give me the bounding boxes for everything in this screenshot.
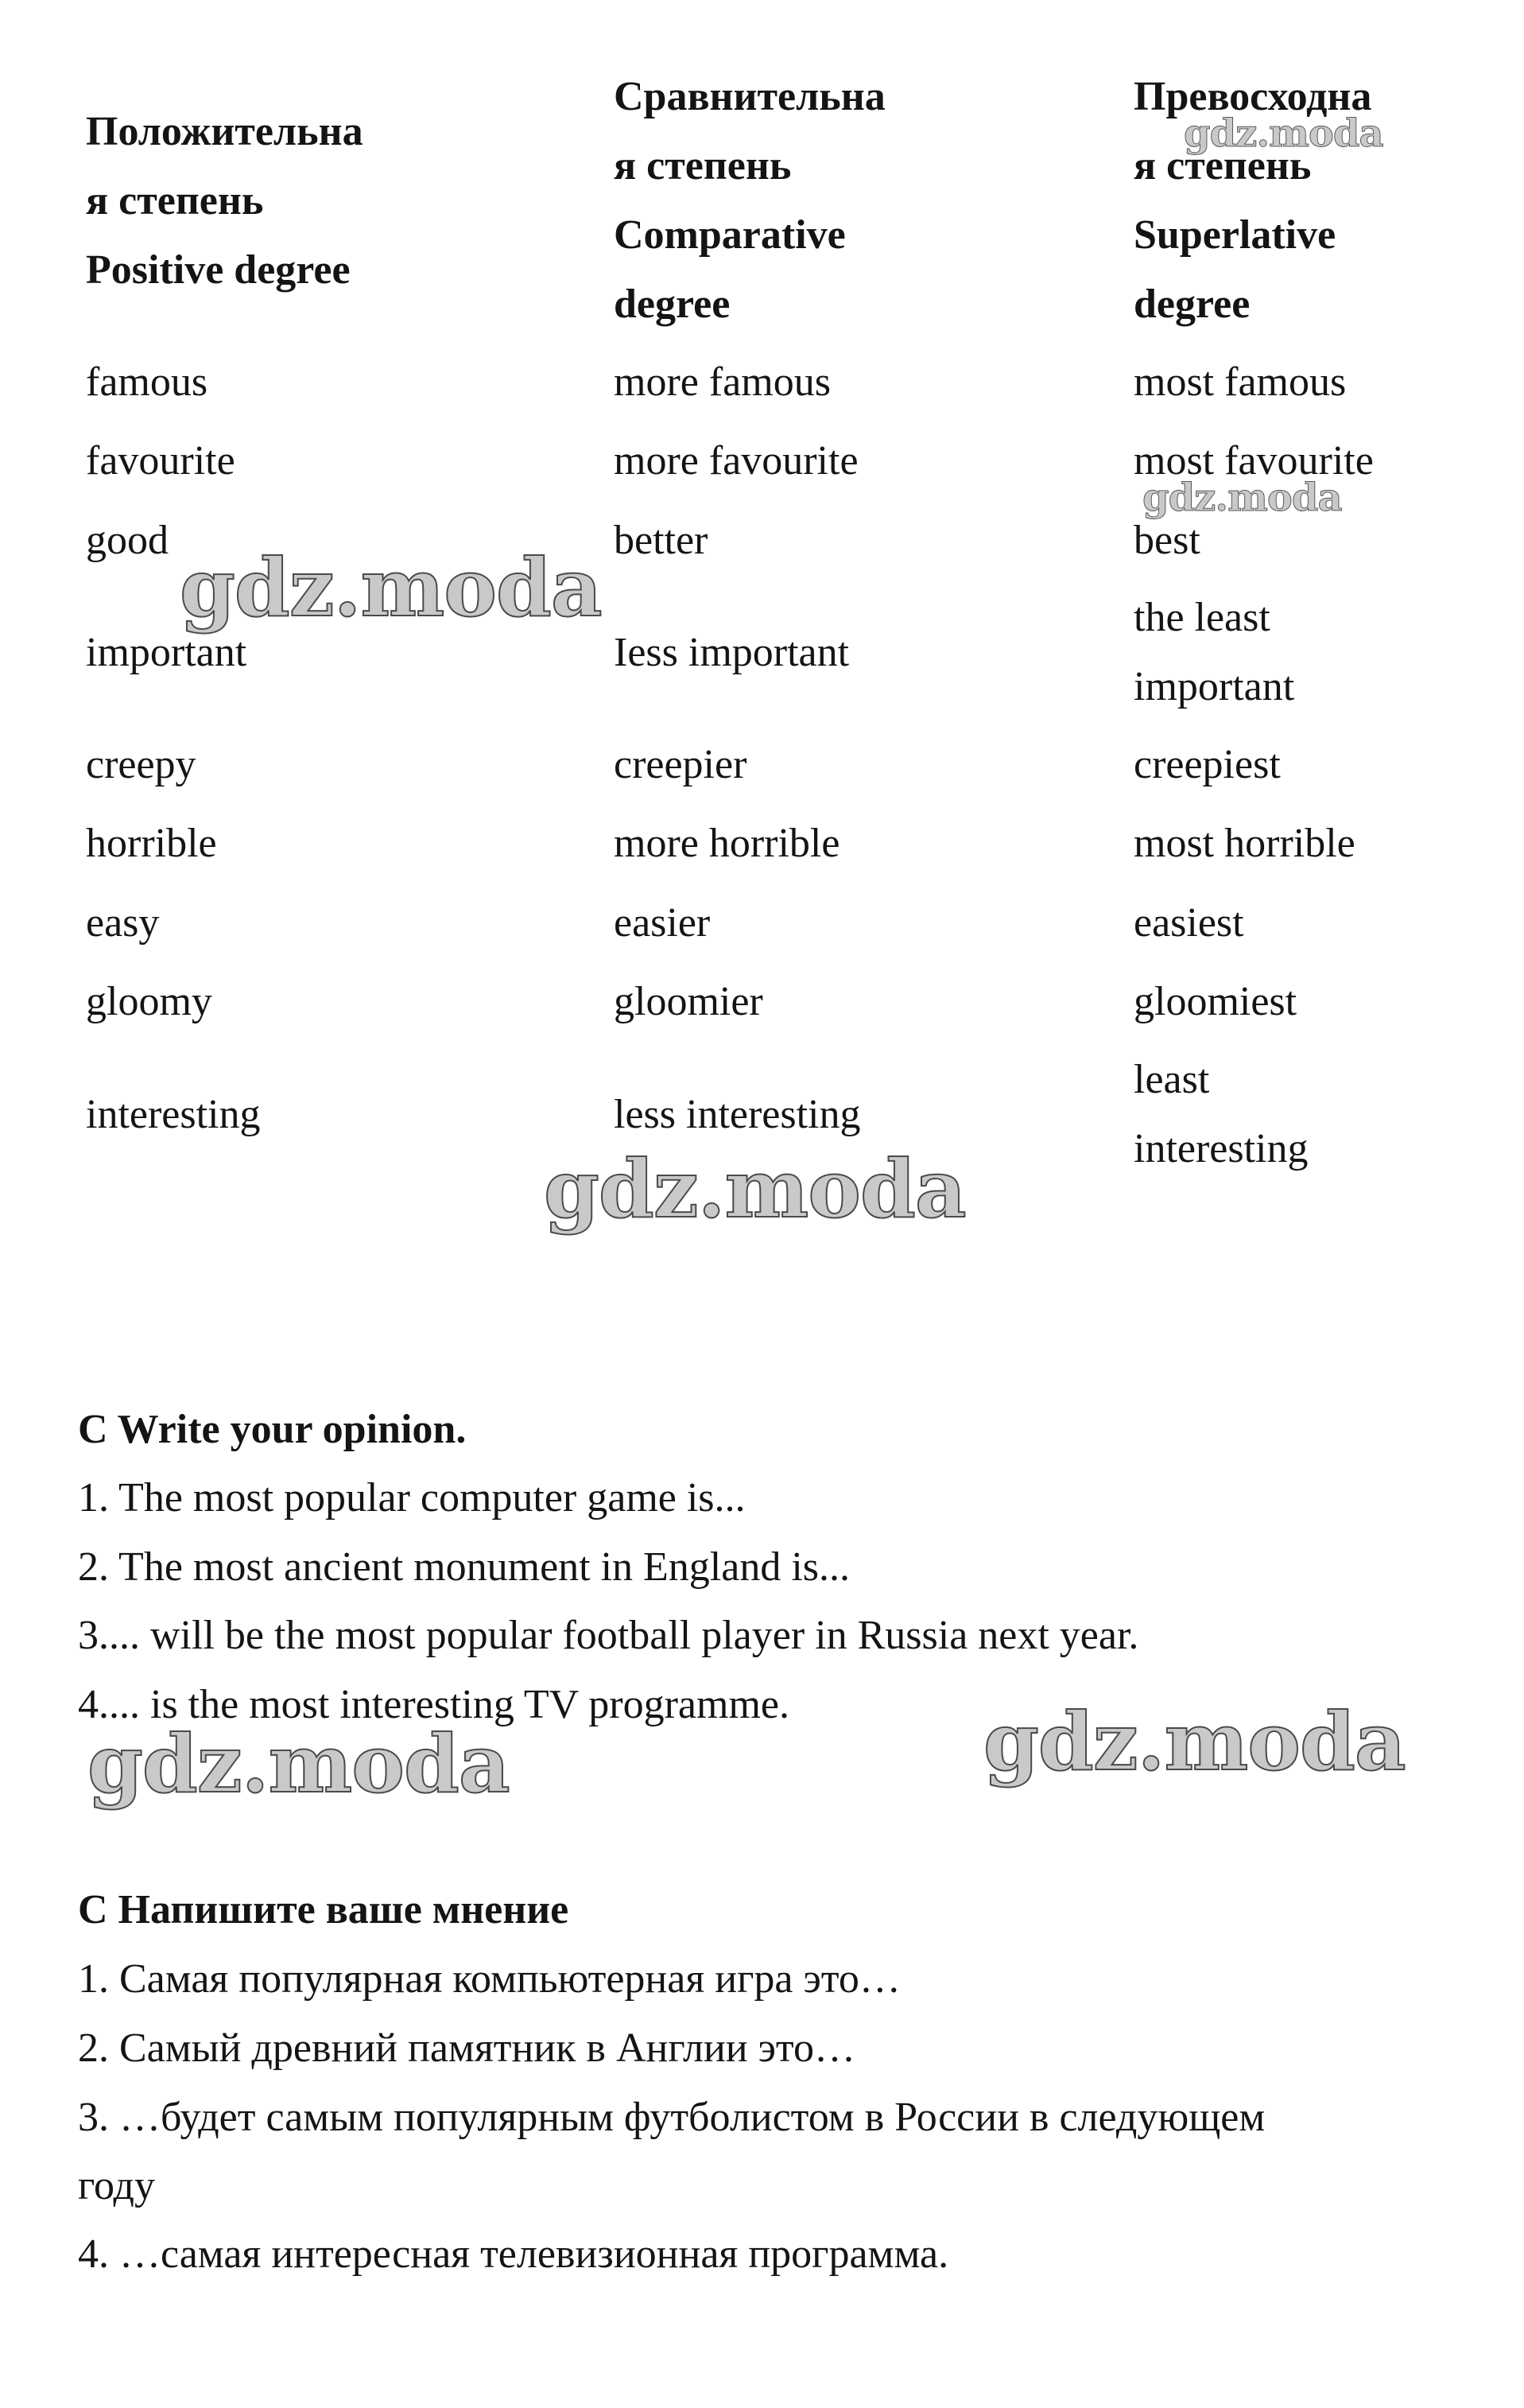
cell-superlative xyxy=(1134,809,1355,878)
cell-positive: creepy xyxy=(86,742,196,787)
cell-superlative xyxy=(1134,583,1294,721)
watermark: gdz.moda xyxy=(180,541,602,635)
cell-superlative-line: important xyxy=(1134,664,1295,709)
cell-positive: good xyxy=(86,518,169,563)
watermark: gdz.moda xyxy=(1184,111,1383,156)
cell-comparative: better xyxy=(614,518,708,563)
cell-comparative: more famous xyxy=(614,359,831,405)
list-item: 2. Самый древний памятник в Англии это… xyxy=(78,2025,855,2071)
cell-comparative: creepier xyxy=(614,742,747,787)
cell-positive: horrible xyxy=(86,821,217,866)
cell-positive: interesting xyxy=(86,1092,261,1137)
cell-superlative-line: easiest xyxy=(1134,900,1244,946)
cell-comparative: more horrible xyxy=(614,821,840,866)
header-positive-line: я степень xyxy=(86,178,264,223)
section-title-english: C Write your opinion. xyxy=(78,1407,467,1452)
cell-positive: important xyxy=(86,630,247,675)
header-comparative-line: Сравнительна xyxy=(614,74,886,119)
cell-superlative-line: gloomiest xyxy=(1134,979,1297,1024)
cell-superlative-line: most favourite xyxy=(1134,438,1374,484)
watermark: gdz.moda xyxy=(1142,476,1342,520)
cell-positive: famous xyxy=(86,359,208,405)
cell-comparative: more favourite xyxy=(614,438,859,484)
list-item: 2. The most ancient monument in England is... xyxy=(78,1544,851,1590)
list-item: 3.... will be the most popular football player in Russia next year. xyxy=(78,1613,1139,1658)
list-item: 4.... is the most interesting TV programme. xyxy=(78,1682,789,1727)
cell-positive: favourite xyxy=(86,438,235,484)
cell-superlative xyxy=(1134,730,1281,799)
watermark: gdz.moda xyxy=(87,1717,510,1811)
cell-superlative-line: least xyxy=(1134,1057,1210,1102)
cell-superlative-line: most famous xyxy=(1134,359,1347,405)
cell-positive: gloomy xyxy=(86,979,212,1024)
header-superlative-line: я степень xyxy=(1134,143,1312,188)
cell-comparative: easier xyxy=(614,900,711,946)
list-item: году xyxy=(78,2163,155,2208)
list-item: 1. Самая популярная компьютерная игра это… xyxy=(78,1956,901,2002)
list-item: 1. The most popular computer game is... xyxy=(78,1475,746,1521)
cell-superlative-line: interesting xyxy=(1134,1126,1309,1171)
cell-superlative xyxy=(1134,1045,1309,1183)
watermark: gdz.moda xyxy=(544,1142,966,1236)
header-comparative-line: Comparative xyxy=(614,212,846,258)
cell-positive: easy xyxy=(86,900,160,946)
cell-superlative xyxy=(1134,888,1244,957)
cell-superlative-line: creepiest xyxy=(1134,742,1281,787)
header-comparative xyxy=(614,62,886,339)
cell-superlative xyxy=(1134,967,1297,1036)
cell-comparative: less interesting xyxy=(614,1092,861,1137)
list-item: 4. …самая интересная телевизионная программа. xyxy=(78,2231,949,2277)
cell-superlative-line: the least xyxy=(1134,595,1270,640)
header-positive-line: Положительна xyxy=(86,109,363,154)
header-superlative-line: Превосходна xyxy=(1134,74,1372,119)
cell-superlative xyxy=(1134,348,1346,417)
watermark: gdz.moda xyxy=(983,1695,1406,1789)
cell-superlative-line: most horrible xyxy=(1134,821,1355,866)
list-item: 3. …будет самым популярным футболистом в России в следующем xyxy=(78,2095,1266,2140)
header-superlative-line: degree xyxy=(1134,282,1251,327)
header-comparative-line: я степень xyxy=(614,143,792,188)
cell-superlative-line: best xyxy=(1134,518,1200,563)
cell-comparative: gloomier xyxy=(614,979,763,1024)
header-positive-line: Positive degree xyxy=(86,247,351,293)
section-title-russian: C Напишите ваше мнение xyxy=(78,1887,569,1932)
header-comparative-line: degree xyxy=(614,282,731,327)
header-superlative-line: Superlative xyxy=(1134,212,1336,258)
cell-comparative: Iess important xyxy=(614,630,850,675)
header-superlative xyxy=(1134,62,1371,339)
header-positive xyxy=(86,97,363,305)
